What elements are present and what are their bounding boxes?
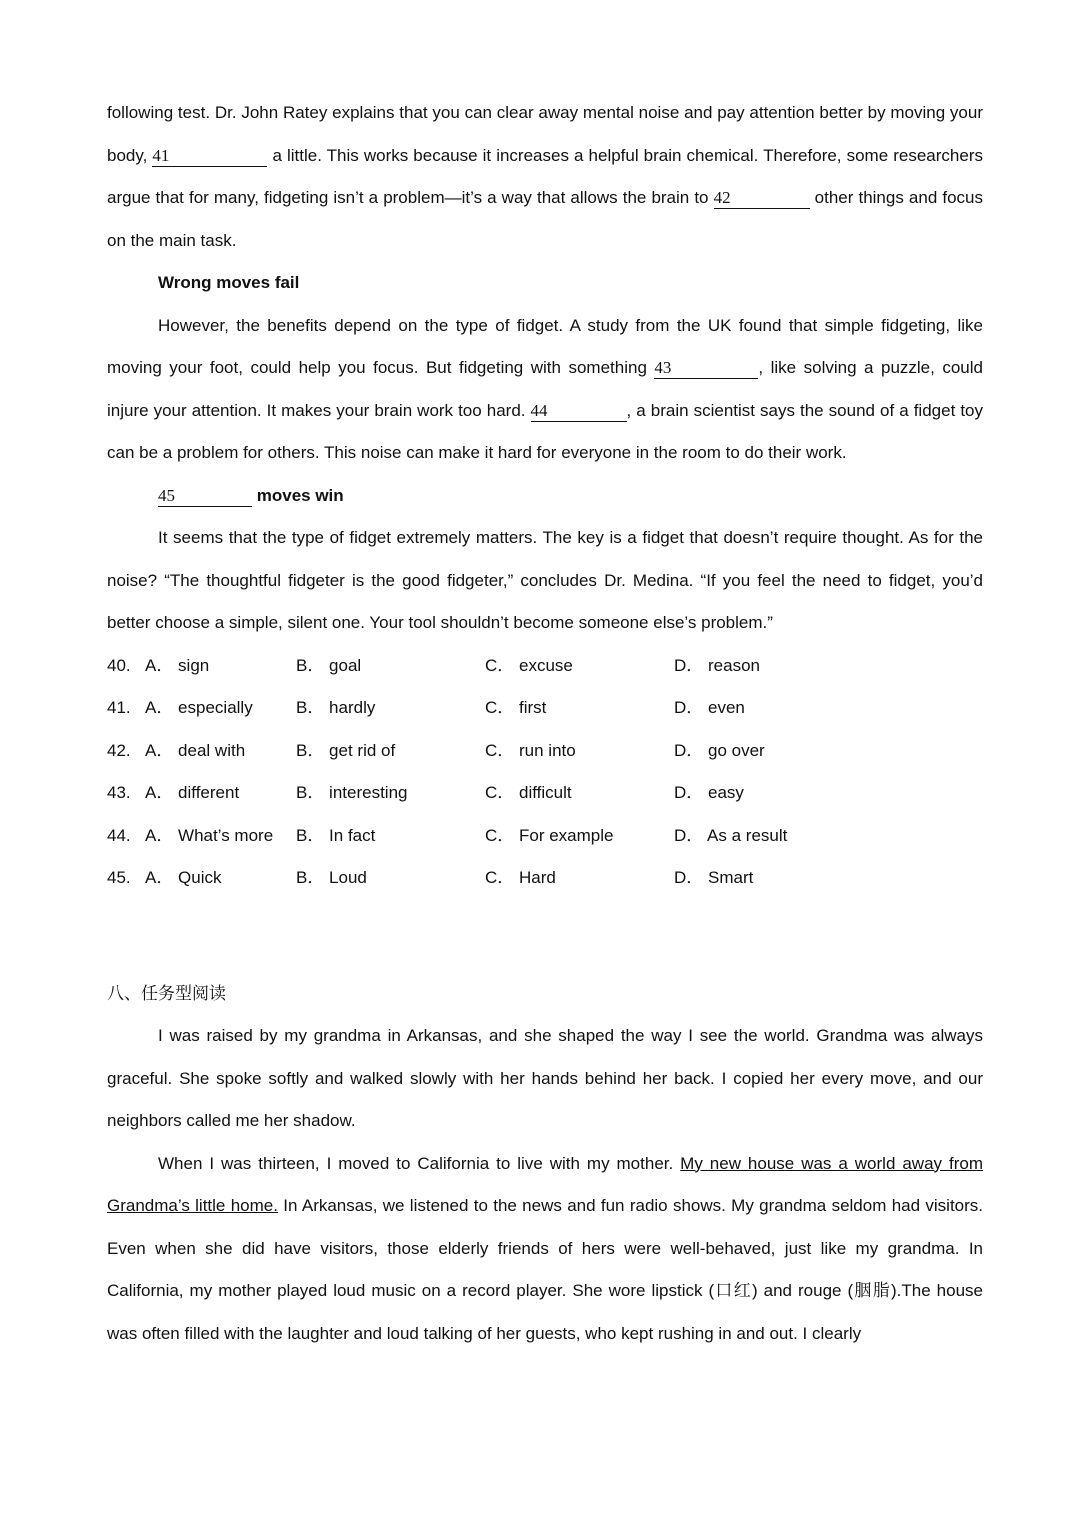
blank-42: 42 — [714, 188, 810, 209]
question-number: 43. — [107, 783, 131, 802]
option-d: D． As a result — [674, 825, 788, 845]
text: other things and focus on the main task. — [107, 188, 983, 250]
option-row-41 — [107, 687, 983, 730]
blank-41: 41 — [152, 146, 267, 167]
option-d: D． even — [674, 698, 745, 717]
option-d: D． go over — [674, 740, 765, 760]
question-number: 44. — [107, 825, 131, 845]
option-d: D． Smart — [674, 868, 754, 887]
subheading-wrong-moves-fail: Wrong moves fail — [158, 273, 300, 292]
section8-paragraph-1: I was raised by my grandma in Arkansas, and she shaped the way I see the world. Grandma was always graceful. She spoke softly and walked slowly with her hands behind her back. I copied her every move, and our neighbors called me her shadow. — [107, 1026, 983, 1130]
passage-paragraph-2 — [107, 305, 983, 475]
blank-45: 45 — [158, 486, 252, 507]
option-a: A． especially — [145, 698, 253, 717]
question-number: 42. — [107, 740, 131, 760]
passage-paragraph-1 — [107, 92, 983, 262]
underlined-sentence: My new house was a world away from Grandma’s little home. — [107, 1153, 983, 1215]
option-a: A． Quick — [145, 868, 222, 887]
option-c: C． For example — [485, 825, 614, 845]
option-b: B． goal — [296, 655, 362, 675]
text: When I was thirteen, I moved to California to live with my mother. — [158, 1153, 681, 1173]
option-d: D． easy — [674, 783, 744, 802]
option-b: B． In fact — [296, 825, 376, 845]
answer-options — [107, 645, 983, 900]
option-c: C． run into — [485, 740, 576, 760]
blank-43: 43 — [654, 358, 758, 379]
option-a: A． sign — [145, 655, 210, 675]
section8-paragraph-2 — [107, 1143, 983, 1356]
chinese-gloss-lipstick: 口红 — [714, 1281, 752, 1301]
option-row-42 — [107, 730, 983, 773]
option-b: B． Loud — [296, 868, 367, 887]
option-a: A． What’s more — [145, 825, 274, 845]
option-c: C． Hard — [485, 868, 556, 887]
text: a little. This works because it increases a helpful brain chemical. Therefore, some researchers argue that for many, fidgeting isn’t a problem—it’s a way that allows the brain to — [107, 145, 983, 207]
text: ) and rouge ( — [751, 1281, 854, 1300]
option-row-44 — [107, 815, 983, 858]
text: , like solving a puzzle, could injure your attention. It makes your brain work too hard. — [107, 358, 983, 420]
page-content — [107, 92, 983, 1355]
option-row-43 — [107, 772, 983, 815]
option-c: C． first — [485, 698, 547, 717]
chinese-gloss-rouge: 胭脂 — [853, 1281, 891, 1301]
section-heading-task-reading: 八、任务型阅读 — [107, 983, 226, 1004]
option-a: A． different — [145, 783, 240, 802]
option-c: C． difficult — [485, 783, 572, 802]
option-c: C． excuse — [485, 655, 573, 675]
option-row-40 — [107, 645, 983, 688]
subheading-text: moves win — [256, 485, 344, 505]
option-b: B． interesting — [296, 783, 408, 802]
option-b: B． get rid of — [296, 740, 396, 760]
question-number: 40. — [107, 655, 131, 675]
question-number: 41. — [107, 698, 131, 717]
text: However, the benefits depend on the type of fidget. A study from the UK found that simple fidgeting, like moving your foot, could help you focus. But fidgeting with something — [107, 315, 983, 377]
blank-44: 44 — [531, 401, 627, 422]
option-b: B． hardly — [296, 698, 376, 717]
passage-paragraph-3: It seems that the type of fidget extremely matters. The key is a fidget that doesn’t require thought. As for the noise? “The thoughtful fidgeter is the good fidgeter,” concludes Dr. Medina. “If you feel the need to fidget, you’d better choose a simple, silent one. Your tool shouldn’t become someone else’s problem.” — [107, 528, 983, 632]
question-number: 45. — [107, 868, 131, 887]
text: ).The house was often filled with the laughter and loud talking of her guests, who kept rushing in and out. I clearly — [107, 1281, 983, 1343]
text: following test. Dr. John Ratey explains that you can clear away mental noise and pay attention better by moving your body, — [107, 103, 983, 165]
text: , a brain scientist says the sound of a fidget toy can be a problem for others. This noise can make it hard for everyone in the room to do their work. — [107, 400, 983, 462]
subheading-moves-win — [107, 475, 983, 518]
option-a: A． deal with — [145, 740, 246, 760]
option-row-45 — [107, 857, 983, 900]
text: In Arkansas, we listened to the news and fun radio shows. My grandma seldom had visitors. Even when she did have visitors, those elderly friends of hers were well-behaved, just like my grandma. In California, my mother played loud music on a record player. She wore lipstick ( — [107, 1196, 984, 1300]
option-d: D． reason — [674, 655, 760, 675]
